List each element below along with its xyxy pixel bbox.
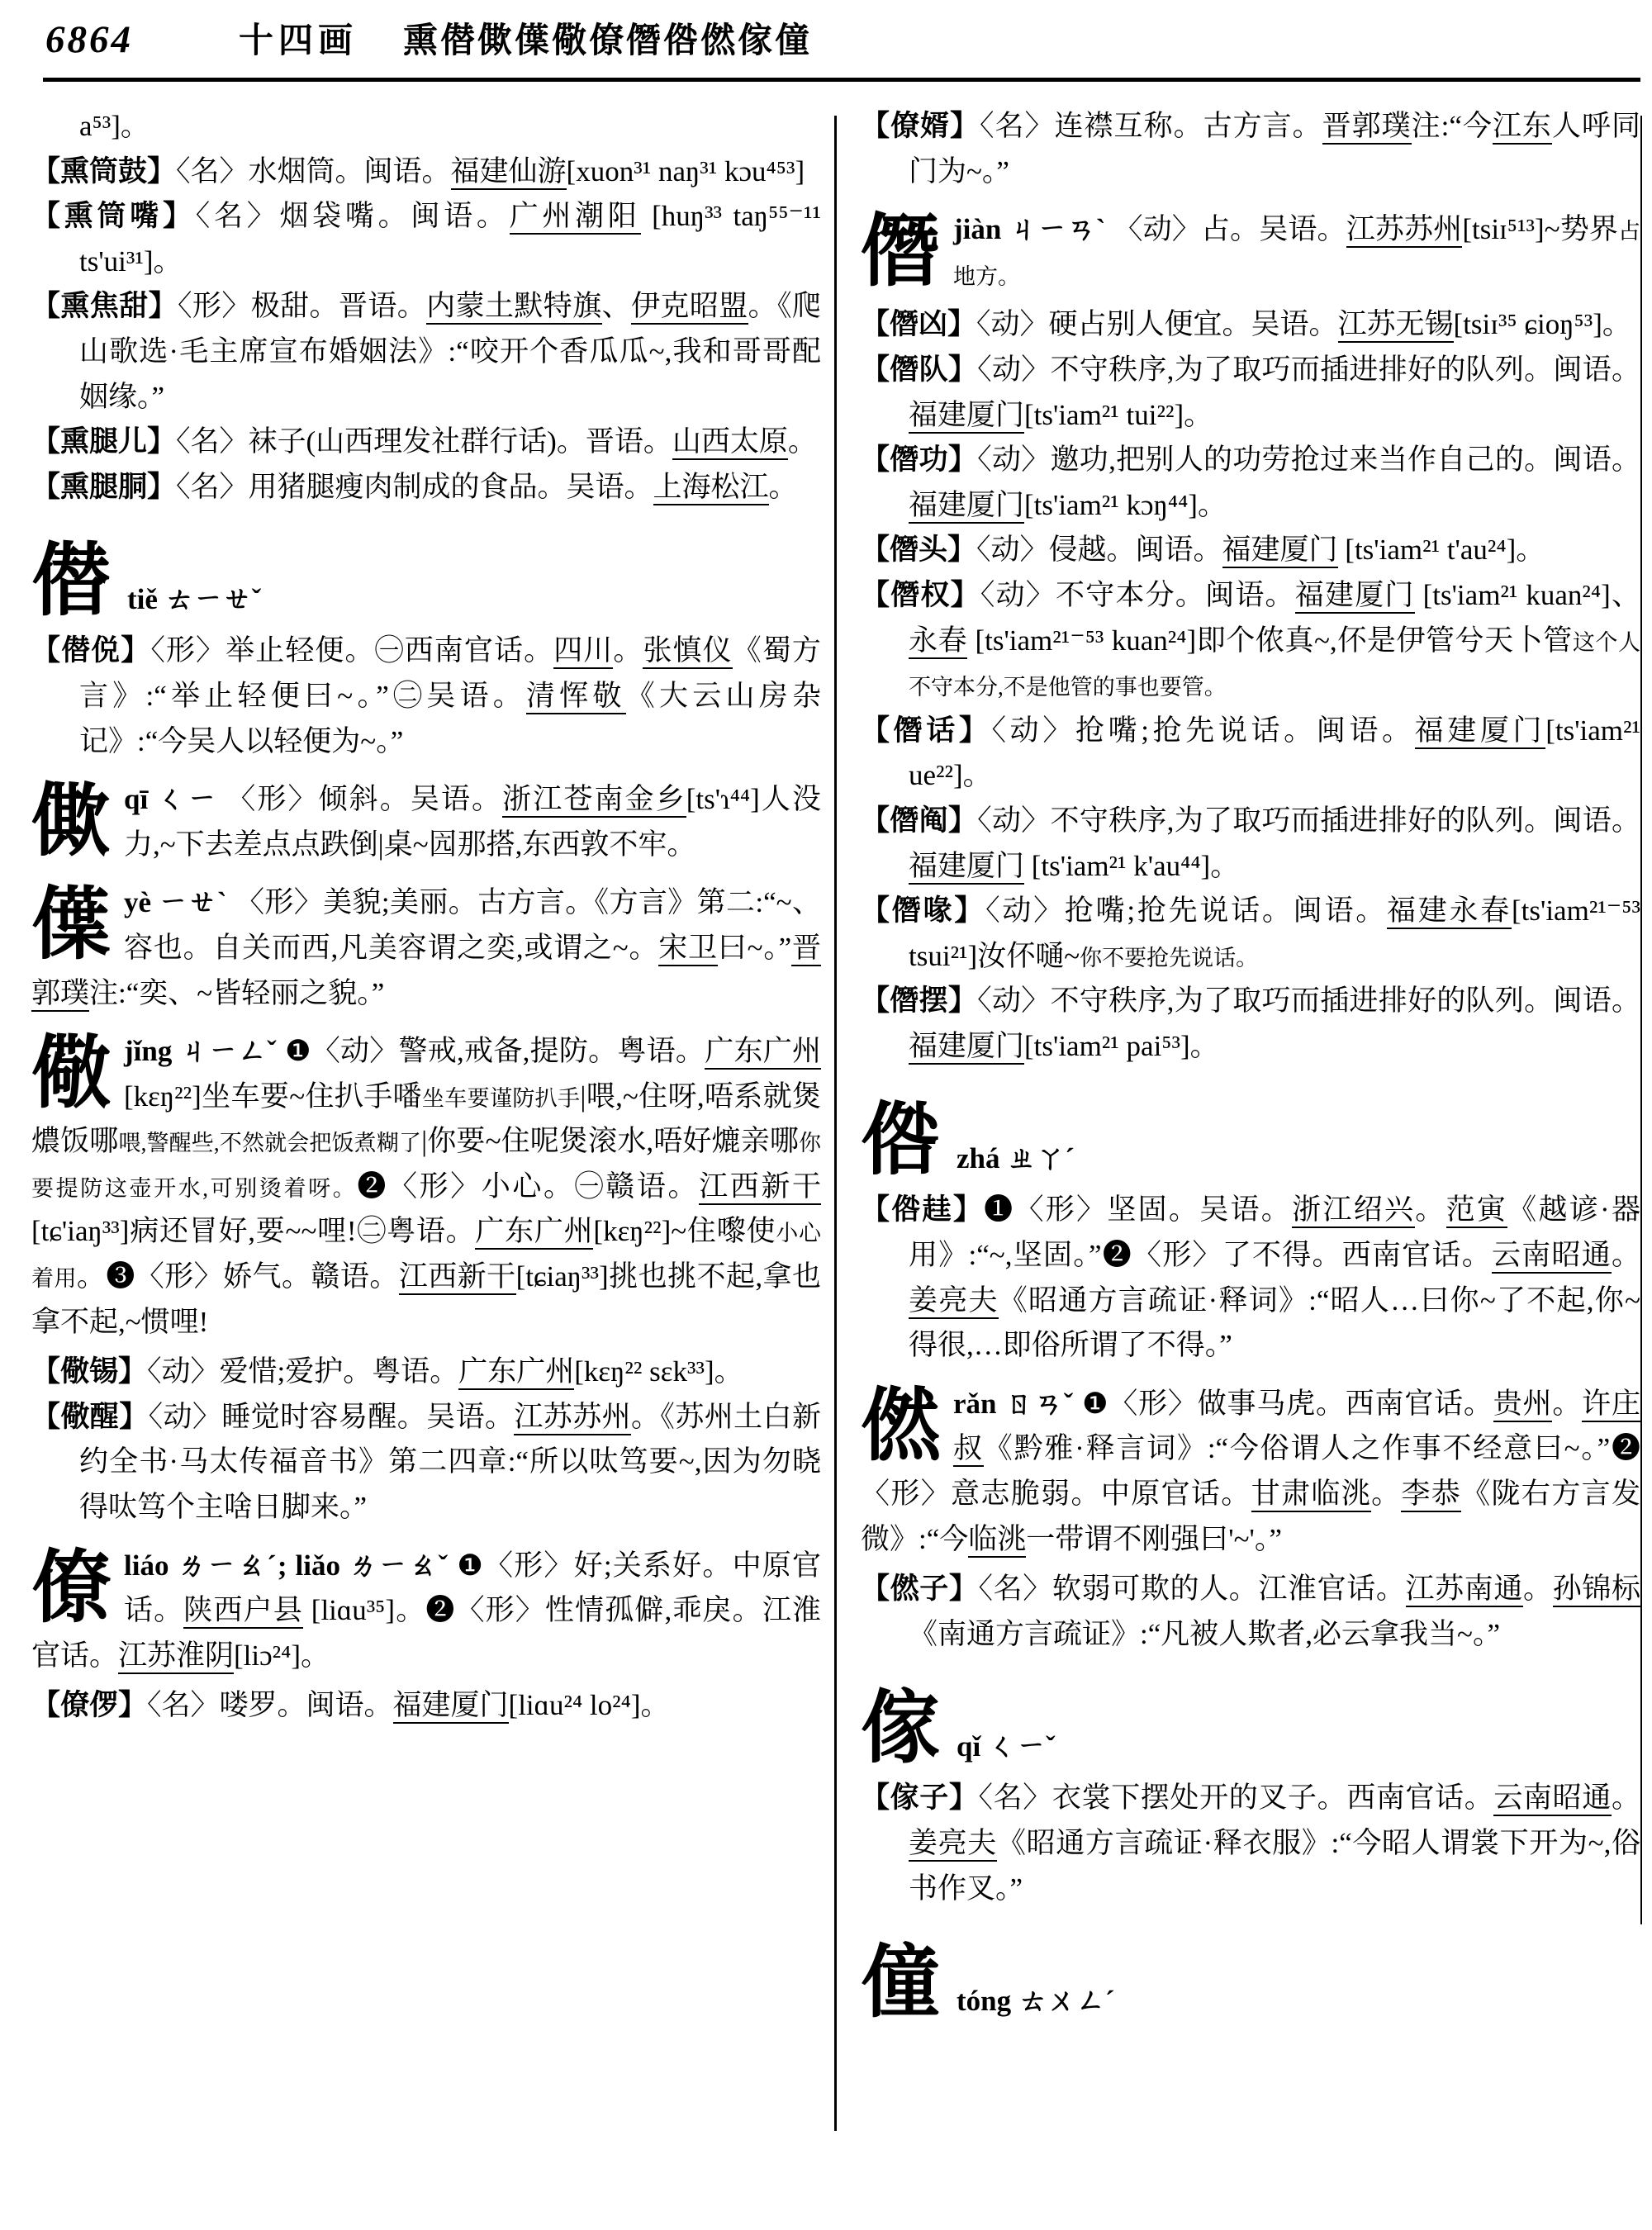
entry-headword: 【僭凶】 — [861, 308, 977, 341]
dictionary-entry — [861, 709, 1640, 799]
pinyin-zhuyin: rǎn ㄖㄢˇ — [953, 1387, 1075, 1420]
dictionary-entry — [861, 104, 1640, 194]
entry-text: a⁵³]。 — [79, 110, 150, 142]
entry-text: ❶〈形〉好;关系好。中原官话。陕西户县 [liɑu³⁵]。❷〈形〉性情孤僻,乖戾。江淮官话。江苏淮阴[liɔ²⁴]。 — [31, 1549, 821, 1674]
entry-text: ❶〈形〉坚固。吴语。浙江绍兴。范寅《越谚·器用》:“~,坚固。”❷〈形〉了不得。西南官话。云南昭通。姜亮夫《昭通方言疏证·释词》:“昭人…曰你~了不起,你~得很,…即俗所谓了不得。” — [909, 1193, 1640, 1362]
proper-noun-underline: 张慎仪 — [643, 634, 732, 669]
dictionary-entry — [31, 1395, 821, 1530]
pinyin-zhuyin: qǐ ㄑㄧˇ — [957, 1729, 1056, 1763]
proper-noun-underline: 内蒙土默特旗 — [426, 290, 601, 325]
entry-text: 〈动〉占。吴语。江苏苏州[tsiɪ⁵¹³]~势界 — [1114, 213, 1619, 248]
pinyin-zhuyin: yè ㄧㄝˋ — [124, 886, 227, 919]
proper-noun-underline: 江苏苏州 — [514, 1401, 631, 1435]
headword-character: 僮 — [861, 1938, 940, 2027]
proper-noun-underline: 福建厦门 — [909, 489, 1024, 524]
entry-headword: 【僭头】 — [861, 534, 977, 567]
gloss-small-text: 这个人不守本分,不是他管的事也要管。 — [909, 629, 1640, 700]
entry-text: 〈动〉不守秩序,为了取巧而插进排好的队列。闽语。福建厦门 [ts'iam²¹ k'au⁴⁴]。 — [909, 804, 1640, 885]
gloss-small-text: 占地方。 — [953, 219, 1640, 289]
pinyin-zhuyin: jǐng ㄐㄧㄥˇ — [124, 1035, 278, 1068]
proper-noun-underline: 临洮 — [968, 1523, 1026, 1558]
entry-headword: 【僭喙】 — [861, 894, 986, 928]
entry-text: 〈动〉不守秩序,为了取巧而插进排好的队列。闽语。福建厦门[ts'iam²¹ tui²²]。 — [909, 353, 1640, 434]
proper-noun-underline: 四川 — [553, 634, 613, 669]
entry-headword: 【僭阄】 — [861, 804, 978, 837]
section-characters: 熏僣僛僷儆僚僭倃㒄傢僮 — [403, 22, 813, 60]
left-column — [31, 104, 821, 1729]
headword-character: 僣 — [31, 537, 111, 626]
proper-noun-underline: 福建厦门 — [393, 1689, 509, 1724]
proper-noun-underline: 福建厦门 — [1222, 534, 1338, 568]
dictionary-entry — [861, 1188, 1640, 1368]
dictionary-entry — [861, 528, 1640, 573]
entry-headword: 【僚㑩】 — [31, 1689, 148, 1722]
section-headword — [861, 1926, 1640, 2027]
entry-text: 〈名〉衣裳下摆处开的叉子。西南官话。云南昭通。姜亮夫《昭通方言疏证·释衣服》:“今昭人谓裳下开为~,俗书作叉。” — [909, 1782, 1640, 1905]
entry-headword: 【儆醒】 — [31, 1400, 149, 1433]
dictionary-entry — [31, 1683, 821, 1729]
entry-text: 〈形〉美貌;美丽。古方言。《方言》第二:“~、容也。自关而西,凡美容谓之奕,或谓之~。宋卫曰~。”晋郭璞注:“奕、~皆轻丽之貌。” — [31, 886, 821, 1011]
dictionary-entry — [31, 1350, 821, 1395]
pinyin-zhuyin: liáo ㄌㄧㄠˊ; liǎo ㄌㄧㄠˇ — [124, 1549, 449, 1582]
dictionary-entry — [31, 629, 821, 764]
entry-text: |你要~住呢煲滚水,唔好熝亲哪 — [421, 1125, 799, 1158]
gloss-small-text: 你不要抢先说话。 — [1080, 945, 1259, 970]
proper-noun-underline: 姜亮夫 — [909, 1284, 999, 1319]
proper-noun-underline: 福建厦门 — [909, 1030, 1024, 1065]
proper-noun-underline: 江西新干 — [399, 1260, 516, 1295]
proper-noun-underline: 贵州 — [1493, 1388, 1553, 1422]
entry-text: 〈名〉烟袋嘴。闽语。广州潮阳 [huŋ³³ taŋ⁵⁵⁻¹¹ ts'ui³¹]。 — [79, 200, 821, 278]
dictionary-entry — [861, 302, 1640, 348]
dictionary-entry — [861, 573, 1640, 709]
entry-headword: 【熏筒鼓】 — [31, 154, 177, 187]
entry-text: 〈动〉侵越。闽语。福建厦门 [ts'iam²¹ t'au²⁴]。 — [976, 534, 1545, 568]
entry-headword: 【僚婿】 — [861, 110, 980, 142]
entry-text: ❶〈形〉做事马虎。西南官话。贵州。许庄叔《黔雅·释言词》:“今俗谓人之作事不经意曰~。”❷〈形〉意志脆弱。中原官话。甘肃临洮。李恭《陇右方言发微》:“今临洮一带谓不刚强曰'~'。” — [861, 1388, 1640, 1558]
headword-character: 倃 — [861, 1096, 940, 1185]
headword-character: 僚 — [31, 1543, 111, 1632]
headword-character: 僛 — [31, 777, 111, 866]
entry-text: 〈动〉不守秩序,为了取巧而插进排好的队列。闽语。福建厦门[ts'iam²¹ pai⁵³]。 — [909, 985, 1640, 1065]
proper-noun-underline: 晋郭璞 — [1322, 110, 1412, 145]
entry-headword: 【傢子】 — [861, 1782, 979, 1815]
proper-noun-underline: 广东广州 — [705, 1035, 821, 1070]
section-headword — [861, 207, 1640, 297]
dictionary-entry — [861, 1776, 1640, 1911]
proper-noun-underline: 甘肃临洮 — [1251, 1478, 1371, 1512]
pinyin-zhuyin: qī ㄑㄧ — [124, 783, 219, 816]
entry-text: 〈动〉邀功,把别人的功劳抢过来当作自己的。闽语。福建厦门[ts'iam²¹ kɔŋ⁴⁴]。 — [909, 444, 1640, 524]
entry-headword: 【熏焦甜】 — [31, 290, 178, 323]
dictionary-entry — [861, 1567, 1640, 1657]
entry-headword: 【倃䞨】 — [861, 1193, 985, 1226]
proper-noun-underline: 江东 — [1493, 110, 1552, 145]
header-rule — [43, 78, 1640, 82]
proper-noun-underline: 福建厦门 — [909, 399, 1024, 434]
proper-noun-underline: 福建永春 — [1387, 894, 1512, 929]
entry-headword: 【熏腿儿】 — [31, 425, 177, 458]
entry-text: ❶〈动〉警戒,戒备,提防。粤语。广东广州[kɛŋ²²]坐车要~住扒手噃 — [124, 1035, 821, 1113]
dictionary-entry — [31, 149, 821, 195]
headword-character: 傢 — [861, 1684, 940, 1773]
proper-noun-underline: 浙江绍兴 — [1292, 1193, 1415, 1228]
headword-character: 僭 — [861, 207, 940, 297]
proper-noun-underline: 福建仙游 — [451, 155, 567, 190]
proper-noun-underline: 宋卫 — [658, 932, 718, 966]
entry-headword: 【僭功】 — [861, 444, 978, 477]
proper-noun-underline: 江苏无锡 — [1338, 308, 1454, 343]
dictionary-entry — [31, 194, 821, 284]
proper-noun-underline: 清恽敬 — [526, 680, 626, 714]
proper-noun-underline: 山西太原 — [672, 425, 788, 460]
entry-headword: 【僭摆】 — [861, 985, 978, 1018]
page-edge-line — [1640, 116, 1642, 1924]
proper-noun-underline: 福建厦门 — [1295, 579, 1415, 614]
entry-text: 。❸〈形〉娇气。赣语。江西新干[tɕiaŋ³³]挑也挑不起,拿也拿不起,~惯哩! — [31, 1260, 821, 1338]
headword-character: 僷 — [31, 880, 111, 970]
proper-noun-underline: 江苏淮阴 — [118, 1639, 234, 1674]
proper-noun-underline: 姜亮夫 — [909, 1827, 997, 1862]
proper-noun-underline: 云南昭通 — [1493, 1782, 1612, 1816]
entry-text: 〈名〉袜子(山西理发社群行话)。晋语。山西太原。 — [176, 425, 817, 460]
proper-noun-underline: 江西新干 — [699, 1170, 821, 1205]
pinyin-zhuyin: tóng ㄊㄨㄥˊ — [957, 1984, 1115, 2017]
stroke-section-label: 十四画 — [239, 22, 358, 60]
entry-text: 〈动〉睡觉时容易醒。吴语。江苏苏州。《苏州土白新约全书·马太传福音书》第二四章:“所以呔笃要~,因为勿晓得呔笃个主啥日脚来。” — [79, 1400, 821, 1524]
section-headword — [31, 1029, 821, 1345]
proper-noun-underline: 陕西户县 — [183, 1594, 303, 1629]
entry-text: 〈动〉不守本分。闽语。福建厦门 [ts'iam²¹ kuan²⁴]、永春 [ts'iam²¹⁻⁵³ kuan²⁴]即个侬真~,伓是伊管兮天卜管 — [909, 579, 1640, 659]
page-number: 6864 — [45, 18, 133, 61]
proper-noun-underline: 浙江苍南金乡 — [502, 783, 686, 818]
right-column — [861, 104, 1640, 2030]
proper-noun-underline: 云南昭通 — [1492, 1239, 1612, 1274]
gloss-small-text: 喂,警醒些,不然就会把饭煮糊了 — [118, 1131, 422, 1156]
page-header — [45, 13, 1635, 63]
proper-noun-underline: 上海松江 — [653, 471, 769, 505]
entry-text: 〈名〉水烟筒。闽语。福建仙游[xuon³¹ naŋ³¹ kɔu⁴⁵³] — [176, 155, 805, 190]
entry-headword: 【僭权】 — [861, 578, 980, 611]
entry-headword: 【僣侻】 — [31, 634, 151, 667]
dictionary-entry — [31, 284, 821, 420]
dictionary-entry — [861, 979, 1640, 1069]
proper-noun-underline: 福建厦门 — [1415, 714, 1546, 749]
section-headword — [861, 1084, 1640, 1185]
entry-text: 〈动〉硬占别人便宜。吴语。江苏无锡[tsiɪ³⁵ ɕioŋ⁵³]。 — [976, 308, 1631, 343]
proper-noun-underline: 广州潮阳 — [510, 200, 641, 235]
proper-noun-underline: 广东广州 — [458, 1355, 574, 1390]
entry-text: 〈动〉抢嘴;抢先说话。闽语。福建永春[ts'iam²¹⁻⁵³ tsui²¹]汝伓嗵~ — [909, 894, 1640, 972]
entry-text: 〈名〉喽罗。闽语。福建厦门[liɑu²⁴ lo²⁴]。 — [147, 1689, 669, 1724]
proper-noun-underline: 江苏南通 — [1406, 1573, 1524, 1607]
headword-character: 儆 — [31, 1029, 111, 1118]
proper-noun-underline: 孙锦标 — [1553, 1573, 1640, 1607]
dictionary-entry — [861, 438, 1640, 528]
proper-noun-underline: 许庄叔 — [953, 1388, 1640, 1468]
entry-headword: 【僭话】 — [861, 714, 992, 747]
pinyin-zhuyin: zhá ㄓㄚˊ — [957, 1141, 1075, 1174]
entry-text: 〈形〉极甜。晋语。内蒙土默特旗、伊克昭盟。《爬山歌选·毛主席宣布婚姻法》:“咬开个香瓜瓜~,我和哥哥配姻缘。” — [79, 290, 821, 413]
section-headword — [31, 777, 821, 867]
entry-headword: 【㒄子】 — [861, 1573, 979, 1606]
section-headword — [861, 1382, 1640, 1562]
proper-noun-underline: 李恭 — [1401, 1478, 1461, 1512]
entry-text: 〈动〉抢嘴;抢先说话。闽语。福建厦门[ts'iam²¹ ue²²]。 — [909, 714, 1640, 792]
section-headword — [861, 1672, 1640, 1773]
gloss-small-text: 小心着用 — [31, 1221, 821, 1292]
gloss-small-text: 你要提防这壶开水,可别烫着呀。 — [31, 1131, 821, 1201]
entry-text: 〈形〉倾斜。吴语。浙江苍南金乡[ts'ɿ⁴⁴]人没力,~下去差点点跌倒|桌~囥那搭,东西敦不牢。 — [124, 783, 821, 861]
column-divider — [834, 116, 837, 2131]
entry-headword: 【熏腿胴】 — [31, 470, 177, 503]
proper-noun-underline: 广东广州 — [475, 1215, 593, 1250]
proper-noun-underline: 伊克昭盟 — [631, 290, 748, 325]
entry-text: 〈形〉举止轻便。㊀西南官话。四川。张慎仪《蜀方言》:“举止轻便曰~。”㊁吴语。清恽敬《大云山房杂记》:“今吴人以轻便为~。” — [79, 634, 821, 757]
section-headword — [31, 524, 821, 626]
pinyin-zhuyin: tiě ㄊㄧㄝˇ — [127, 582, 262, 615]
proper-noun-underline: 江苏苏州 — [1346, 213, 1463, 248]
dictionary-entry — [31, 465, 821, 510]
entry-headword: 【僭队】 — [861, 353, 978, 386]
entry-text: 〈名〉软弱可欺的人。江淮官话。江苏南通。孙锦标《南通方言疏证》:“凡被人欺者,必云拿我当~。” — [909, 1573, 1640, 1650]
entry-text: 〈名〉连襟互称。古方言。晋郭璞注:“今江东人呼同门为~。” — [909, 110, 1640, 187]
entry-continuation — [31, 104, 821, 149]
entry-text: ❷〈形〉小心。㊀赣语。江西新干[tɕ'iaŋ³³]病还冒好,要~~哩!㊁粤语。广东广州[kɛŋ²²]~住嚟使 — [31, 1170, 821, 1250]
section-headword — [31, 880, 821, 1016]
proper-noun-underline: 永春 — [909, 624, 967, 659]
proper-noun-underline: 晋郭璞 — [31, 932, 821, 1012]
dictionary-entry — [31, 420, 821, 465]
entry-text: 〈动〉爱惜;爱护。粤语。广东广州[kɛŋ²² sɛk³³]。 — [147, 1355, 743, 1390]
proper-noun-underline: 福建厦门 — [909, 850, 1024, 885]
headword-character: 㒄 — [861, 1381, 940, 1470]
entry-text: |喂,~住呀,唔系就煲燶饭哪 — [31, 1079, 822, 1158]
pinyin-zhuyin: jiàn ㄐㄧㄢˋ — [953, 213, 1106, 246]
gloss-small-text: 坐车要谨防扒手 — [421, 1085, 581, 1111]
section-headword — [31, 1544, 821, 1679]
dictionary-entry — [861, 799, 1640, 889]
dictionary-entry — [861, 348, 1640, 438]
dictionary-entry — [861, 889, 1640, 979]
entry-headword: 【儆锡】 — [31, 1355, 148, 1388]
entry-text: 〈名〉用猪腿瘦肉制成的食品。吴语。上海松江。 — [176, 471, 798, 505]
proper-noun-underline: 范寅 — [1446, 1193, 1508, 1228]
entry-headword: 【熏筒嘴】 — [31, 200, 196, 233]
